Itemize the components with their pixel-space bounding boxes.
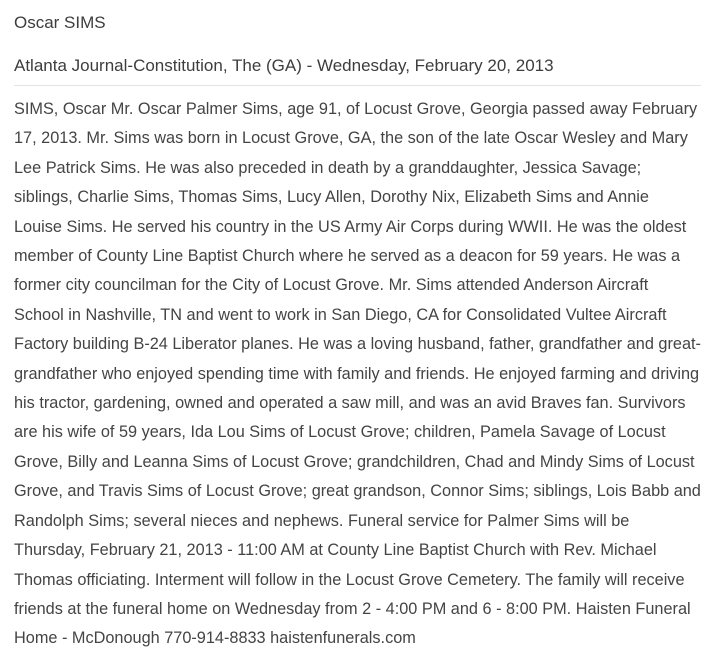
- obituary-name: Oscar SIMS: [14, 13, 106, 32]
- obituary-text: SIMS, Oscar Mr. Oscar Palmer Sims, age 91, of Locust Grove, Georgia passed away February 17, 2013. Mr. Sims was born in Locust Grove, GA, the son of the late Oscar Wesley and Mary Lee Patrick Sims. He was also preceded in death by a granddaughter, Jessica Savage; siblings, Charlie Sims, Thomas Sims, Lucy Allen, Dorothy Nix, Elizabeth Sims and Annie Louise Sims. He served his country in the US Army Air Corps during WWII. He was the oldest member of County Line Baptist Church where he served as a deacon for 59 years. He was a former city councilman for the City of Locust Grove. Mr. Sims attended Anderson Aircraft School in Nashville, TN and went to work in San Diego, CA for Consolidated Vultee Aircraft Factory building B-24 Liberator planes. He was a loving husband, father, grandfather and great-grandfather who enjoyed spending time with family and friends. He enjoyed farming and driving his tractor, gardening, owned and operated a saw mill, and was an avid Braves fan. Survivors are his wife of 59 years, Ida Lou Sims of Locust Grove; children, Pamela Savage of Locust Grove, Billy and Leanna Sims of Locust Grove; grandchildren, Chad and Mindy Sims of Locust Grove, and Travis Sims of Locust Grove; great grandson, Connor Sims; siblings, Lois Babb and Randolph Sims; several nieces and nephews. Funeral service for Palmer Sims will be Thursday, February 21, 2013 - 11:00 AM at County Line Baptist Church with Rev. Michael Thomas officiating. Interment will follow in the Locust Grove Cemetery. The family will receive friends at the funeral home on Wednesday from 2 - 4:00 PM and 6 - 8:00 PM. Haisten Funeral Home - McDonough 770-914-8833 haistenfunerals.com: [14, 100, 701, 648]
- publication-line: Atlanta Journal-Constitution, The (GA) - Wednesday, February 20, 2013: [14, 56, 554, 75]
- divider: [14, 85, 701, 86]
